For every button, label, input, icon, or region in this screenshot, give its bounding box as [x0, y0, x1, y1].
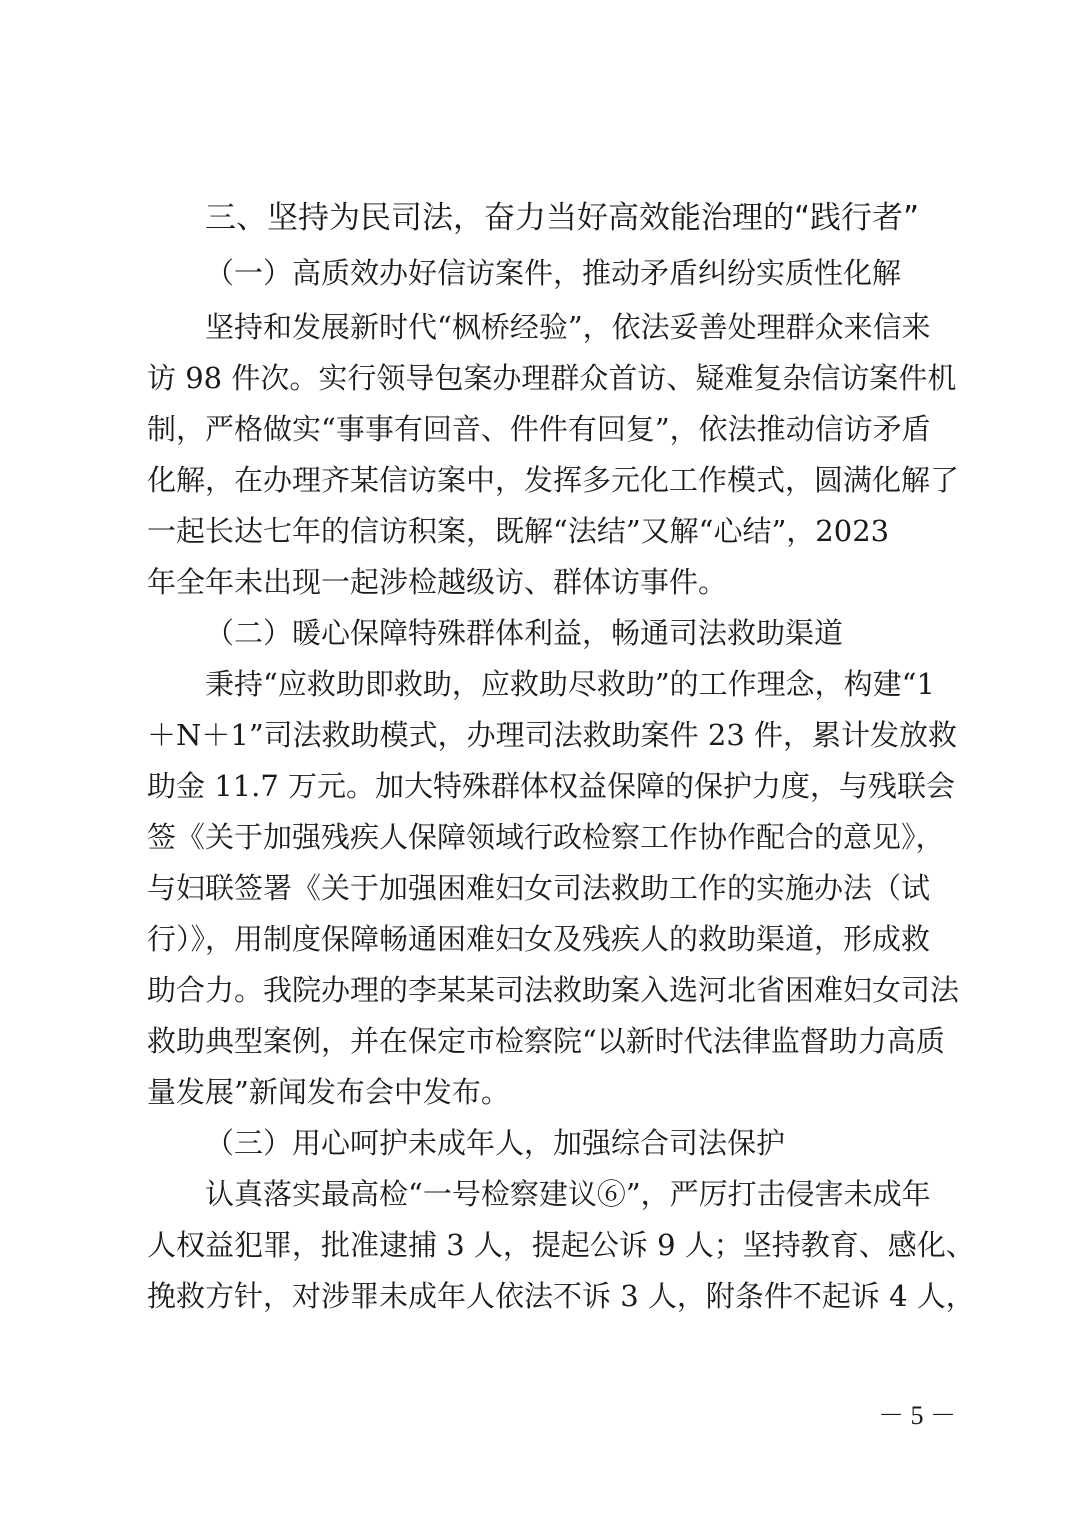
page-number: － 5 －: [878, 1401, 957, 1430]
paragraph-line: 助金 11.7 万元。加大特殊群体权益保障的保护力度，与残联会: [147, 769, 956, 803]
paragraph-line: 坚持和发展新时代“枫桥经验”，依法妥善处理群众来信来: [205, 310, 931, 344]
paragraph-line: 救助典型案例，并在保定市检察院“以新时代法律监督助力高质: [147, 1024, 945, 1058]
paragraph-line: 年全年未出现一起涉检越级访、群体访事件。: [147, 565, 728, 599]
paragraph-line: 制，严格做实“事事有回音、件件有回复”，依法推动信访矛盾: [147, 412, 931, 446]
paragraph-line: 签《关于加强残疾人保障领域行政检察工作协作配合的意见》，: [147, 820, 945, 854]
paragraph-line: 化解，在办理齐某信访案中，发挥多元化工作模式，圆满化解了: [147, 463, 960, 497]
section-heading: 三、坚持为民司法，奋力当好高效能治理的“践行者”: [205, 200, 920, 236]
paragraph-line: 行）》，用制度保障畅通困难妇女及残疾人的救助渠道，形成救: [147, 922, 931, 956]
paragraph-line: 访 98 件次。实行领导包案办理群众首访、疑难复杂信访案件机: [147, 361, 957, 395]
paragraph-line: 秉持“应救助即救助，应救助尽救助”的工作理念，构建“1: [205, 667, 935, 701]
paragraph-line: ＋N＋1”司法救助模式，办理司法救助案件 23 件，累计发放救: [147, 718, 957, 752]
paragraph-line: 认真落实最高检“一号检察建议⑥”，严厉打击侵害未成年: [205, 1177, 931, 1211]
paragraph-line: 一起长达七年的信访积案，既解“法结”又解“心结”，2023: [147, 514, 890, 548]
paragraph-line: 人权益犯罪，批准逮捕 3 人，提起公诉 9 人；坚持教育、感化、: [147, 1228, 975, 1262]
subsection-heading-3: （三）用心呵护未成年人，加强综合司法保护: [205, 1126, 786, 1160]
paragraph-line: 挽救方针，对涉罪未成年人依法不诉 3 人，附条件不起诉 4 人，: [147, 1279, 975, 1313]
paragraph-line: 量发展”新闻发布会中发布。: [147, 1075, 510, 1109]
paragraph-line: 助合力。我院办理的李某某司法救助案入选河北省困难妇女司法: [147, 973, 960, 1007]
paragraph-line: 与妇联签署《关于加强困难妇女司法救助工作的实施办法（试: [147, 871, 931, 905]
subsection-heading-1: （一）高质效办好信访案件，推动矛盾纠纷实质性化解: [205, 256, 902, 290]
subsection-heading-2: （二）暖心保障特殊群体利益，畅通司法救助渠道: [205, 616, 844, 650]
